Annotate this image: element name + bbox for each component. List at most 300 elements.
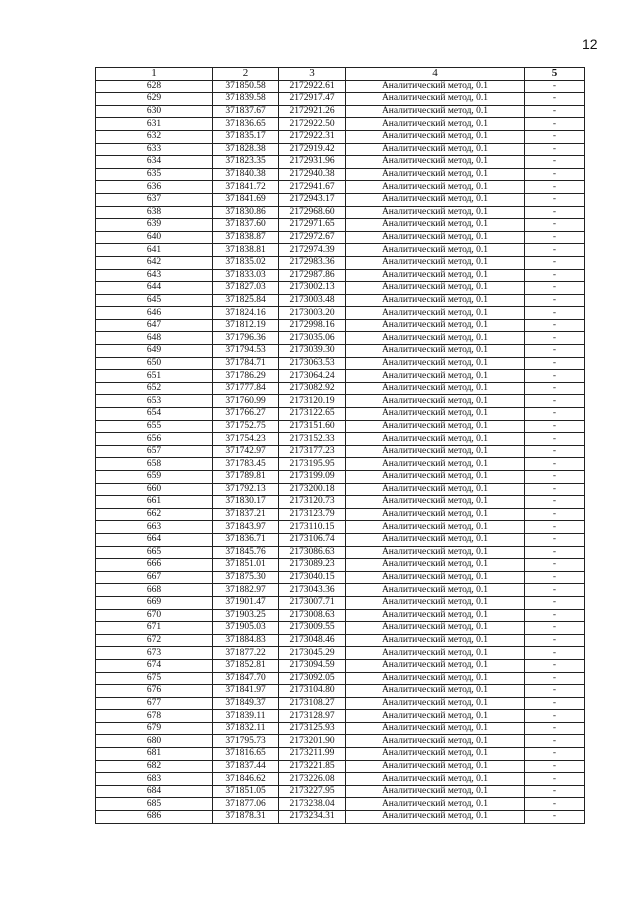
note-cell: - (525, 571, 585, 584)
y-coordinate-cell: 2173128.97 (279, 710, 346, 723)
note-cell: - (525, 345, 585, 358)
table-row (96, 408, 585, 421)
x-coordinate-cell: 371760.99 (213, 395, 279, 408)
method-cell: Аналитический метод, 0.1 (346, 748, 525, 761)
table-row (96, 697, 585, 710)
table-row (96, 659, 585, 672)
method-cell: Аналитический метод, 0.1 (346, 395, 525, 408)
method-cell: Аналитический метод, 0.1 (346, 269, 525, 282)
y-coordinate-cell: 2173125.93 (279, 722, 346, 735)
note-cell: - (525, 193, 585, 206)
point-number-cell: 651 (96, 370, 213, 383)
point-number-cell: 678 (96, 710, 213, 723)
point-number-cell: 663 (96, 521, 213, 534)
method-cell: Аналитический метод, 0.1 (346, 496, 525, 509)
table-row (96, 143, 585, 156)
x-coordinate-cell: 371838.81 (213, 244, 279, 257)
method-cell: Аналитический метод, 0.1 (346, 193, 525, 206)
note-cell: - (525, 408, 585, 421)
method-cell: Аналитический метод, 0.1 (346, 798, 525, 811)
note-cell: - (525, 622, 585, 635)
y-coordinate-cell: 2173064.24 (279, 370, 346, 383)
y-coordinate-cell: 2173227.95 (279, 785, 346, 798)
y-coordinate-cell: 2173152.33 (279, 433, 346, 446)
x-coordinate-cell: 371823.35 (213, 156, 279, 169)
point-number-cell: 668 (96, 584, 213, 597)
method-cell: Аналитический метод, 0.1 (346, 571, 525, 584)
point-number-cell: 674 (96, 659, 213, 672)
method-cell: Аналитический метод, 0.1 (346, 408, 525, 421)
y-coordinate-cell: 2173094.59 (279, 659, 346, 672)
x-coordinate-cell: 371789.81 (213, 471, 279, 484)
note-cell: - (525, 357, 585, 370)
note-cell: - (525, 219, 585, 232)
table-row (96, 773, 585, 786)
x-coordinate-cell: 371841.72 (213, 181, 279, 194)
x-coordinate-cell: 371851.05 (213, 785, 279, 798)
note-cell: - (525, 319, 585, 332)
x-coordinate-cell: 371839.58 (213, 93, 279, 106)
y-coordinate-cell: 2173043.36 (279, 584, 346, 597)
x-coordinate-cell: 371752.75 (213, 420, 279, 433)
y-coordinate-cell: 2173089.23 (279, 559, 346, 572)
point-number-cell: 671 (96, 622, 213, 635)
table-row (96, 420, 585, 433)
x-coordinate-cell: 371850.58 (213, 80, 279, 93)
table-row (96, 785, 585, 798)
header-col-1: 1 (96, 68, 213, 81)
y-coordinate-cell: 2172974.39 (279, 244, 346, 257)
point-number-cell: 645 (96, 294, 213, 307)
note-cell: - (525, 672, 585, 685)
method-cell: Аналитический метод, 0.1 (346, 697, 525, 710)
method-cell: Аналитический метод, 0.1 (346, 521, 525, 534)
y-coordinate-cell: 2173122.65 (279, 408, 346, 421)
table-row (96, 357, 585, 370)
note-cell: - (525, 533, 585, 546)
method-cell: Аналитический метод, 0.1 (346, 319, 525, 332)
note-cell: - (525, 483, 585, 496)
table-row (96, 307, 585, 320)
table-row (96, 710, 585, 723)
note-cell: - (525, 80, 585, 93)
method-cell: Аналитический метод, 0.1 (346, 219, 525, 232)
table-row (96, 80, 585, 93)
x-coordinate-cell: 371830.86 (213, 206, 279, 219)
method-cell: Аналитический метод, 0.1 (346, 458, 525, 471)
table-row (96, 622, 585, 635)
x-coordinate-cell: 371795.73 (213, 735, 279, 748)
header-col-4: 4 (346, 68, 525, 81)
y-coordinate-cell: 2173035.06 (279, 332, 346, 345)
point-number-cell: 654 (96, 408, 213, 421)
y-coordinate-cell: 2173002.13 (279, 282, 346, 295)
x-coordinate-cell: 371816.65 (213, 748, 279, 761)
table-row (96, 546, 585, 559)
x-coordinate-cell: 371794.53 (213, 345, 279, 358)
y-coordinate-cell: 2173110.15 (279, 521, 346, 534)
x-coordinate-cell: 371839.11 (213, 710, 279, 723)
y-coordinate-cell: 2173048.46 (279, 634, 346, 647)
table-row (96, 685, 585, 698)
y-coordinate-cell: 2173007.71 (279, 596, 346, 609)
x-coordinate-cell: 371832.11 (213, 722, 279, 735)
x-coordinate-cell: 371766.27 (213, 408, 279, 421)
point-number-cell: 659 (96, 471, 213, 484)
method-cell: Аналитический метод, 0.1 (346, 156, 525, 169)
point-number-cell: 679 (96, 722, 213, 735)
method-cell: Аналитический метод, 0.1 (346, 622, 525, 635)
method-cell: Аналитический метод, 0.1 (346, 332, 525, 345)
point-number-cell: 664 (96, 533, 213, 546)
point-number-cell: 643 (96, 269, 213, 282)
x-coordinate-cell: 371837.67 (213, 105, 279, 118)
note-cell: - (525, 659, 585, 672)
note-cell: - (525, 634, 585, 647)
method-cell: Аналитический метод, 0.1 (346, 559, 525, 572)
point-number-cell: 639 (96, 219, 213, 232)
note-cell: - (525, 244, 585, 257)
table-row (96, 596, 585, 609)
method-cell: Аналитический метод, 0.1 (346, 634, 525, 647)
table-row (96, 244, 585, 257)
point-number-cell: 633 (96, 143, 213, 156)
y-coordinate-cell: 2173226.08 (279, 773, 346, 786)
y-coordinate-cell: 2172987.86 (279, 269, 346, 282)
table-row (96, 672, 585, 685)
method-cell: Аналитический метод, 0.1 (346, 382, 525, 395)
method-cell: Аналитический метод, 0.1 (346, 659, 525, 672)
note-cell: - (525, 559, 585, 572)
point-number-cell: 640 (96, 231, 213, 244)
point-number-cell: 657 (96, 445, 213, 458)
x-coordinate-cell: 371777.84 (213, 382, 279, 395)
method-cell: Аналитический метод, 0.1 (346, 722, 525, 735)
x-coordinate-cell: 371784.71 (213, 357, 279, 370)
point-number-cell: 683 (96, 773, 213, 786)
method-cell: Аналитический метод, 0.1 (346, 93, 525, 106)
table-row (96, 471, 585, 484)
y-coordinate-cell: 2173200.18 (279, 483, 346, 496)
point-number-cell: 636 (96, 181, 213, 194)
method-cell: Аналитический метод, 0.1 (346, 584, 525, 597)
note-cell: - (525, 735, 585, 748)
table-row (96, 168, 585, 181)
method-cell: Аналитический метод, 0.1 (346, 118, 525, 131)
method-cell: Аналитический метод, 0.1 (346, 244, 525, 257)
point-number-cell: 650 (96, 357, 213, 370)
page-number: 12 (582, 36, 598, 52)
note-cell: - (525, 370, 585, 383)
point-number-cell: 684 (96, 785, 213, 798)
table-row (96, 93, 585, 106)
note-cell: - (525, 811, 585, 824)
x-coordinate-cell: 371824.16 (213, 307, 279, 320)
note-cell: - (525, 760, 585, 773)
note-cell: - (525, 609, 585, 622)
point-number-cell: 686 (96, 811, 213, 824)
table-row (96, 559, 585, 572)
note-cell: - (525, 685, 585, 698)
method-cell: Аналитический метод, 0.1 (346, 105, 525, 118)
note-cell: - (525, 420, 585, 433)
x-coordinate-cell: 371877.06 (213, 798, 279, 811)
note-cell: - (525, 256, 585, 269)
table-row (96, 193, 585, 206)
table-row (96, 634, 585, 647)
y-coordinate-cell: 2173063.53 (279, 357, 346, 370)
header-col-2: 2 (213, 68, 279, 81)
method-cell: Аналитический метод, 0.1 (346, 181, 525, 194)
method-cell: Аналитический метод, 0.1 (346, 710, 525, 723)
method-cell: Аналитический метод, 0.1 (346, 130, 525, 143)
point-number-cell: 632 (96, 130, 213, 143)
y-coordinate-cell: 2173123.79 (279, 508, 346, 521)
y-coordinate-cell: 2172971.65 (279, 219, 346, 232)
note-cell: - (525, 382, 585, 395)
table-row (96, 584, 585, 597)
note-cell: - (525, 294, 585, 307)
point-number-cell: 672 (96, 634, 213, 647)
point-number-cell: 631 (96, 118, 213, 131)
method-cell: Аналитический метод, 0.1 (346, 206, 525, 219)
method-cell: Аналитический метод, 0.1 (346, 609, 525, 622)
table-row (96, 533, 585, 546)
x-coordinate-cell: 371830.17 (213, 496, 279, 509)
table-row (96, 294, 585, 307)
x-coordinate-cell: 371835.17 (213, 130, 279, 143)
x-coordinate-cell: 371742.97 (213, 445, 279, 458)
y-coordinate-cell: 2172921.26 (279, 105, 346, 118)
point-number-cell: 637 (96, 193, 213, 206)
y-coordinate-cell: 2173238.04 (279, 798, 346, 811)
note-cell: - (525, 445, 585, 458)
y-coordinate-cell: 2173234.31 (279, 811, 346, 824)
y-coordinate-cell: 2173039.30 (279, 345, 346, 358)
x-coordinate-cell: 371837.44 (213, 760, 279, 773)
x-coordinate-cell: 371840.38 (213, 168, 279, 181)
table-row (96, 231, 585, 244)
y-coordinate-cell: 2173086.63 (279, 546, 346, 559)
point-number-cell: 634 (96, 156, 213, 169)
y-coordinate-cell: 2173106.74 (279, 533, 346, 546)
x-coordinate-cell: 371841.69 (213, 193, 279, 206)
x-coordinate-cell: 371878.31 (213, 811, 279, 824)
point-number-cell: 677 (96, 697, 213, 710)
y-coordinate-cell: 2173195.95 (279, 458, 346, 471)
method-cell: Аналитический метод, 0.1 (346, 168, 525, 181)
note-cell: - (525, 458, 585, 471)
y-coordinate-cell: 2173003.20 (279, 307, 346, 320)
method-cell: Аналитический метод, 0.1 (346, 471, 525, 484)
method-cell: Аналитический метод, 0.1 (346, 231, 525, 244)
table-header-row (96, 68, 585, 81)
y-coordinate-cell: 2172919.42 (279, 143, 346, 156)
y-coordinate-cell: 2173199.09 (279, 471, 346, 484)
point-number-cell: 676 (96, 685, 213, 698)
header-col-5: 5 (525, 68, 585, 81)
table-row (96, 206, 585, 219)
table-row (96, 798, 585, 811)
x-coordinate-cell: 371905.03 (213, 622, 279, 635)
point-number-cell: 648 (96, 332, 213, 345)
table-row (96, 458, 585, 471)
note-cell: - (525, 647, 585, 660)
method-cell: Аналитический метод, 0.1 (346, 345, 525, 358)
table-row (96, 483, 585, 496)
method-cell: Аналитический метод, 0.1 (346, 80, 525, 93)
note-cell: - (525, 118, 585, 131)
note-cell: - (525, 269, 585, 282)
table-row (96, 508, 585, 521)
method-cell: Аналитический метод, 0.1 (346, 596, 525, 609)
point-number-cell: 649 (96, 345, 213, 358)
point-number-cell: 628 (96, 80, 213, 93)
method-cell: Аналитический метод, 0.1 (346, 773, 525, 786)
note-cell: - (525, 496, 585, 509)
note-cell: - (525, 156, 585, 169)
x-coordinate-cell: 371847.70 (213, 672, 279, 685)
method-cell: Аналитический метод, 0.1 (346, 735, 525, 748)
x-coordinate-cell: 371901.47 (213, 596, 279, 609)
note-cell: - (525, 433, 585, 446)
method-cell: Аналитический метод, 0.1 (346, 483, 525, 496)
point-number-cell: 656 (96, 433, 213, 446)
point-number-cell: 642 (96, 256, 213, 269)
y-coordinate-cell: 2173120.19 (279, 395, 346, 408)
y-coordinate-cell: 2172943.17 (279, 193, 346, 206)
method-cell: Аналитический метод, 0.1 (346, 420, 525, 433)
point-number-cell: 635 (96, 168, 213, 181)
method-cell: Аналитический метод, 0.1 (346, 533, 525, 546)
point-number-cell: 662 (96, 508, 213, 521)
method-cell: Аналитический метод, 0.1 (346, 760, 525, 773)
table-row (96, 811, 585, 824)
y-coordinate-cell: 2172983.36 (279, 256, 346, 269)
x-coordinate-cell: 371783.45 (213, 458, 279, 471)
note-cell: - (525, 584, 585, 597)
point-number-cell: 665 (96, 546, 213, 559)
y-coordinate-cell: 2173211.99 (279, 748, 346, 761)
coordinates-table (95, 67, 585, 824)
note-cell: - (525, 596, 585, 609)
note-cell: - (525, 798, 585, 811)
x-coordinate-cell: 371825.84 (213, 294, 279, 307)
table-row (96, 571, 585, 584)
y-coordinate-cell: 2173120.73 (279, 496, 346, 509)
x-coordinate-cell: 371833.03 (213, 269, 279, 282)
x-coordinate-cell: 371849.37 (213, 697, 279, 710)
y-coordinate-cell: 2172917.47 (279, 93, 346, 106)
table-row (96, 760, 585, 773)
x-coordinate-cell: 371812.19 (213, 319, 279, 332)
table-row (96, 130, 585, 143)
point-number-cell: 681 (96, 748, 213, 761)
method-cell: Аналитический метод, 0.1 (346, 143, 525, 156)
note-cell: - (525, 710, 585, 723)
point-number-cell: 658 (96, 458, 213, 471)
x-coordinate-cell: 371843.97 (213, 521, 279, 534)
table-row (96, 382, 585, 395)
y-coordinate-cell: 2173104.80 (279, 685, 346, 698)
method-cell: Аналитический метод, 0.1 (346, 433, 525, 446)
table-row (96, 332, 585, 345)
table-row (96, 735, 585, 748)
x-coordinate-cell: 371786.29 (213, 370, 279, 383)
table-row (96, 722, 585, 735)
table-row (96, 319, 585, 332)
x-coordinate-cell: 371882.97 (213, 584, 279, 597)
table-row (96, 282, 585, 295)
point-number-cell: 666 (96, 559, 213, 572)
x-coordinate-cell: 371836.71 (213, 533, 279, 546)
method-cell: Аналитический метод, 0.1 (346, 685, 525, 698)
note-cell: - (525, 722, 585, 735)
x-coordinate-cell: 371841.97 (213, 685, 279, 698)
point-number-cell: 675 (96, 672, 213, 685)
table-row (96, 118, 585, 131)
x-coordinate-cell: 371845.76 (213, 546, 279, 559)
y-coordinate-cell: 2172968.60 (279, 206, 346, 219)
point-number-cell: 638 (96, 206, 213, 219)
table-row (96, 370, 585, 383)
x-coordinate-cell: 371846.62 (213, 773, 279, 786)
table-row (96, 445, 585, 458)
point-number-cell: 647 (96, 319, 213, 332)
y-coordinate-cell: 2172931.96 (279, 156, 346, 169)
note-cell: - (525, 231, 585, 244)
method-cell: Аналитический метод, 0.1 (346, 672, 525, 685)
y-coordinate-cell: 2173151.60 (279, 420, 346, 433)
note-cell: - (525, 93, 585, 106)
y-coordinate-cell: 2173082.92 (279, 382, 346, 395)
y-coordinate-cell: 2173092.05 (279, 672, 346, 685)
y-coordinate-cell: 2172998.16 (279, 319, 346, 332)
table-row (96, 647, 585, 660)
note-cell: - (525, 168, 585, 181)
table-row (96, 433, 585, 446)
note-cell: - (525, 130, 585, 143)
y-coordinate-cell: 2172922.50 (279, 118, 346, 131)
point-number-cell: 652 (96, 382, 213, 395)
note-cell: - (525, 143, 585, 156)
table-row (96, 156, 585, 169)
y-coordinate-cell: 2173009.55 (279, 622, 346, 635)
table-row (96, 395, 585, 408)
method-cell: Аналитический метод, 0.1 (346, 357, 525, 370)
note-cell: - (525, 395, 585, 408)
method-cell: Аналитический метод, 0.1 (346, 546, 525, 559)
method-cell: Аналитический метод, 0.1 (346, 294, 525, 307)
note-cell: - (525, 508, 585, 521)
x-coordinate-cell: 371754.23 (213, 433, 279, 446)
x-coordinate-cell: 371837.60 (213, 219, 279, 232)
method-cell: Аналитический метод, 0.1 (346, 508, 525, 521)
method-cell: Аналитический метод, 0.1 (346, 307, 525, 320)
x-coordinate-cell: 371835.02 (213, 256, 279, 269)
table-body (96, 80, 585, 823)
method-cell: Аналитический метод, 0.1 (346, 785, 525, 798)
y-coordinate-cell: 2172922.31 (279, 130, 346, 143)
y-coordinate-cell: 2172922.61 (279, 80, 346, 93)
x-coordinate-cell: 371838.87 (213, 231, 279, 244)
point-number-cell: 655 (96, 420, 213, 433)
y-coordinate-cell: 2173040.15 (279, 571, 346, 584)
method-cell: Аналитический метод, 0.1 (346, 647, 525, 660)
x-coordinate-cell: 371837.21 (213, 508, 279, 521)
point-number-cell: 629 (96, 93, 213, 106)
x-coordinate-cell: 371884.83 (213, 634, 279, 647)
